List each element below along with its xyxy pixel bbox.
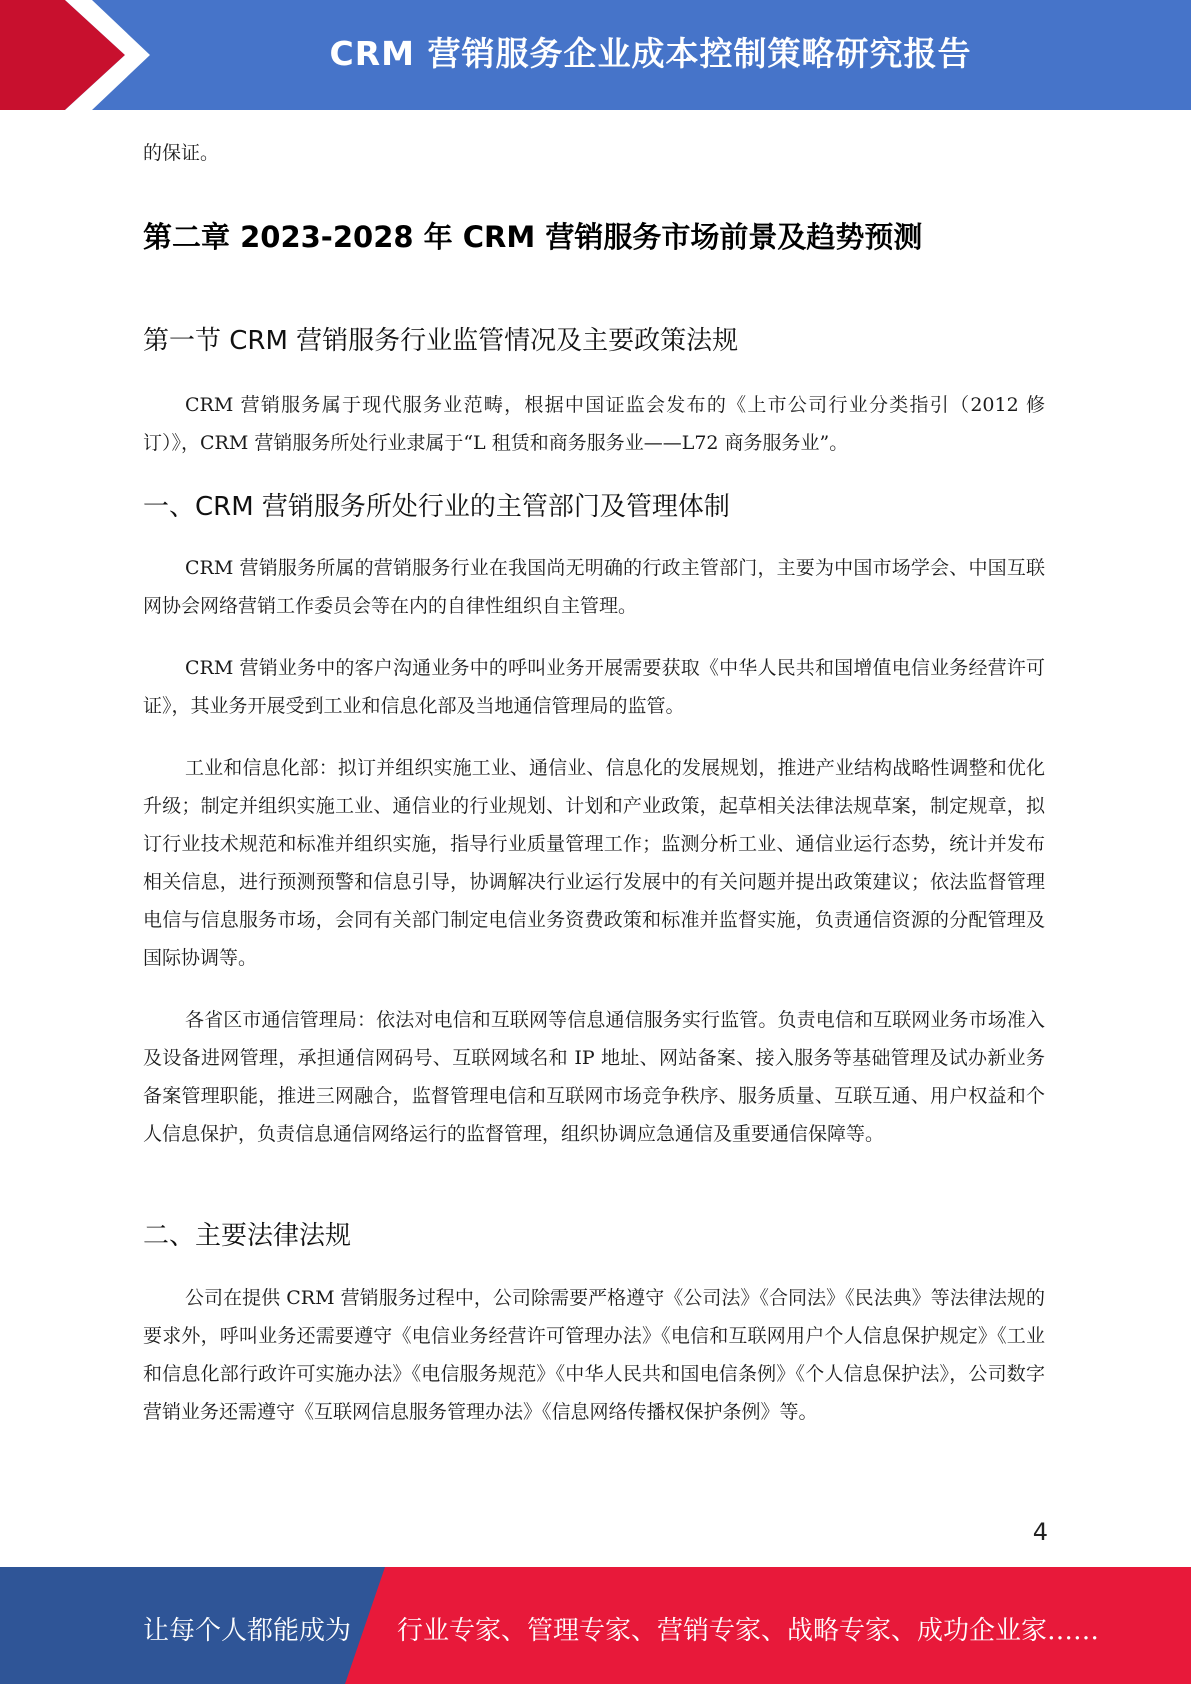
lead-text-block <box>143 134 1045 172</box>
subsection-1-paragraph-4-block <box>143 1001 1045 1153</box>
subsection-1-paragraph: CRM 营销服务所属的营销服务行业在我国尚无明确的行政主管部门，主要为中国市场学会、中国互联网协会网络营销工作委员会等在内的自律性组织自主管理。 <box>143 557 1045 617</box>
page-number: 4 <box>1032 1518 1048 1546</box>
footer-slogan-lead: 让每个人都能成为 <box>143 1616 352 1646</box>
section-paragraph-block <box>143 386 1045 462</box>
subsection-1-paragraph: 各省区市通信管理局：依法对电信和互联网等信息通信服务实行监管。负责电信和互联网业务市场准入及设备进网管理，承担通信网码号、互联网域名和 IP 地址、网站备案、接入服务等基础管理及试办新业务备案管理职能，推进三网融合，监督管理电信和互联网市场竞争秩序、服务质量、互联互通、用户权益和个人信息保护，负责信息通信网络运行的监督管理，组织协调应急通信及重要通信保障等。 <box>143 1009 1045 1145</box>
chapter-title: 第二章 2023-2028 年 CRM 营销服务市场前景及趋势预测 <box>143 220 923 254</box>
page-header <box>0 0 1191 110</box>
subsection-1-paragraph-1-block <box>143 549 1045 625</box>
page-footer <box>0 1567 1191 1684</box>
footer-slogan-roles: 行业专家、管理专家、营销专家、战略专家、成功企业家…… <box>397 1616 1100 1646</box>
section-title: 第一节 CRM 营销服务行业监管情况及主要政策法规 <box>143 326 739 356</box>
subsection-title-1: 一、CRM 营销服务所处行业的主管部门及管理体制 <box>143 492 730 522</box>
subsection-2-paragraph: 公司在提供 CRM 营销服务过程中，公司除需要严格遵守《公司法》《合同法》《民法典》等法律法规的要求外，呼叫业务还需要遵守《电信业务经营许可管理办法》《电信和互联网用户个人信息保护规定》《工业和信息化部行政许可实施办法》《电信服务规范》《中华人民共和国电信条例》《个人信息保护法》，公司数字营销业务还需遵守《互联网信息服务管理办法》《信息网络传播权保护条例》等。 <box>143 1287 1045 1423</box>
report-title: CRM 营销服务企业成本控制策略研究报告 <box>329 34 972 73</box>
subsection-1-paragraph: CRM 营销业务中的客户沟通业务中的呼叫业务开展需要获取《中华人民共和国增值电信业务经营许可证》，其业务开展受到工业和信息化部及当地通信管理局的监管。 <box>143 657 1045 717</box>
lead-text: 的保证。 <box>143 142 220 164</box>
subsection-1-paragraph: 工业和信息化部：拟订并组织实施工业、通信业、信息化的发展规划，推进产业结构战略性调整和优化升级；制定并组织实施工业、通信业的行业规划、计划和产业政策，起草相关法律法规草案，制定规章，拟订行业技术规范和标准并组织实施，指导行业质量管理工作；监测分析工业、通信业运行态势，统计并发布相关信息，进行预测预警和信息引导，协调解决行业运行发展中的有关问题并提出政策建议；依法监督管理电信与信息服务市场，会同有关部门制定电信业务资费政策和标准并监督实施，负责通信资源的分配管理及国际协调等。 <box>143 757 1045 969</box>
subsection-1-paragraph-3-block <box>143 749 1045 977</box>
subsection-2-paragraph-block <box>143 1279 1045 1431</box>
subsection-1-paragraph-2-block <box>143 649 1045 725</box>
section-paragraph: CRM 营销服务属于现代服务业范畴，根据中国证监会发布的《上市公司行业分类指引（2012 修订）》，CRM 营销服务所处行业隶属于“L 租赁和商务服务业——L72 商务服务业”。 <box>143 394 1045 454</box>
subsection-title-2: 二、主要法律法规 <box>143 1221 352 1251</box>
